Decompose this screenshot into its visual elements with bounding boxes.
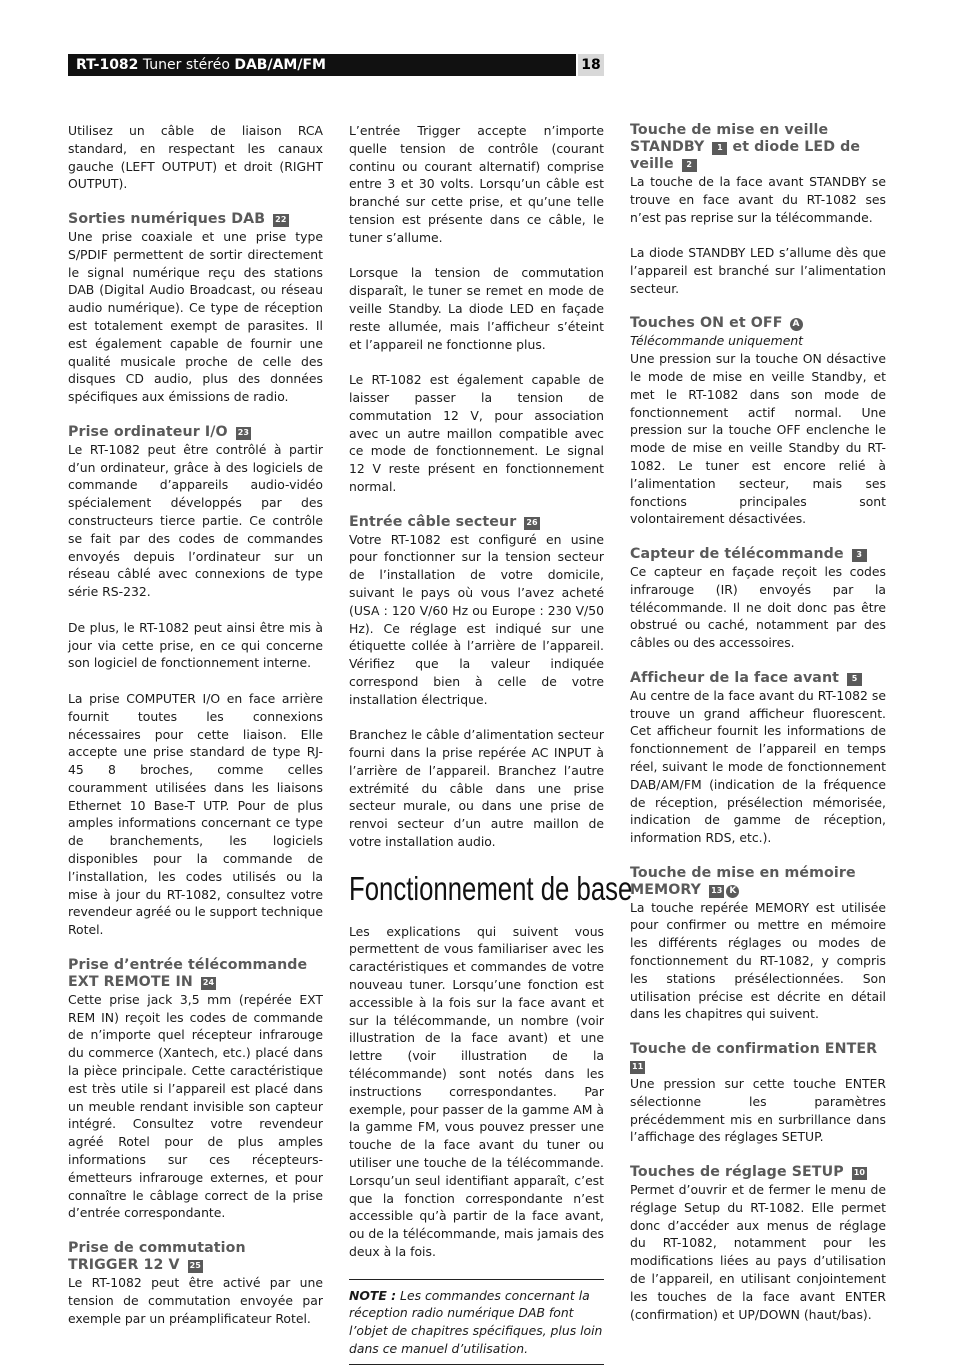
reference-badge: 2 xyxy=(682,159,697,172)
section-text: Cette prise jack 3,5 mm (repérée EXT REM IN) reçoit les codes de commande de n’importe quel récepteur infrarouge du commerce (Xantech, etc.) placé dans la pièce principale. Cette caractéristique est très utile si l’appareil est placé dans un meuble rendant invisible son capteur intégré. Consultez votre revendeur agréé Rotel pour de plus amples informations sur ces récepteurs-émetteurs infrarouge externes, et pour connaître le câblage correct de la prise d’entrée correspondante. xyxy=(68,991,323,1221)
section-text: La prise COMPUTER I/O en face arrière fournit toutes les connexions nécessaires pour cette liaison. Elle accepte une prise standard de type RJ-45 8 broches, comme celles couramment utilisées dans les liaisons Ethernet 10 Base-T UTP. Pour de plus amples informations concernant ce type de branchements, les logiciels disponibles pour la commande de l’installation, les codes utilisés ou la mise à jour du RT-1082, consultez votre revendeur agréé ou le support technique Rotel. xyxy=(68,690,323,938)
section-text: Permet d’ouvrir et de fermer le menu de réglage Setup du RT-1082. Elle permet donc d’accéder aux menus de réglage du RT-1082, notamment pour les modifications liées au pays d’utilisation de l’appareil, en utilisant conjointement les touches de la face avant ENTER (confirmation) et UP/DOWN (haut/bas). xyxy=(630,1182,886,1322)
section-text: Une pression sur cette touche ENTER sélectionne les paramètres précédemment mis en surbrillance dans l’affichage des réglages SETUP. xyxy=(630,1076,886,1145)
section-title xyxy=(630,1041,886,1075)
reference-badge: 13 xyxy=(709,885,724,898)
intro-text: Utilisez un câble de liaison RCA standard, en respectant les canaux gauche (LEFT OUTPUT) et droit (RIGHT OUTPUT). xyxy=(68,123,323,192)
header-model: RT-1082 xyxy=(76,57,139,73)
header-title-mid: Tuner stéréo xyxy=(142,57,230,73)
section-title-text: Touche de mise en mémoire xyxy=(630,864,856,881)
reference-badge: 22 xyxy=(273,214,288,227)
section-subtitle: Télécommande uniquement xyxy=(630,333,804,349)
section-title xyxy=(349,514,604,531)
section-title-text: Capteur de télécommande xyxy=(630,545,844,562)
reference-badge: 5 xyxy=(847,673,862,686)
reference-badge: 10 xyxy=(852,1167,867,1180)
note-text: Les commandes concernant la réception radio numérique DAB font l’objet de chapitres spécifiques, plus loin dans ce manuel d’utilisation. xyxy=(349,1287,603,1356)
remote-reference-circle: A xyxy=(790,318,803,331)
page-number: 18 xyxy=(578,54,604,76)
remote-reference-circle: K xyxy=(726,885,739,898)
section-title-text: Touche de mise en veille xyxy=(630,122,829,138)
section-text: Une pression sur la touche ON désactive le mode de mise en veille Standby, et met le RT-1082 dans son mode de fonctionnement actif normal. Une pression sur la touche OFF enclenche le mode de mise en veille Standby du RT-1082. Le tuner est encore relié à l’alimentation secteur, mais ses fonctions principales sont volontairement désactivées. xyxy=(630,351,886,527)
section-text: La touche de la face avant STANDBY se trouve en face avant du RT-1082 ses n’est pas reprise sur la télécommande. xyxy=(630,174,886,225)
column-3 xyxy=(630,122,886,1341)
section-title-text: MEMORY xyxy=(630,881,702,898)
section-text: La diode STANDBY LED s’allume dès que l’appareil est branché sur l’alimentation secteur. xyxy=(630,245,886,296)
section-title-text: Prise de commutation xyxy=(68,1240,246,1257)
section-title-text: Touche de confirmation ENTER xyxy=(630,1041,878,1058)
section-text: De plus, le RT-1082 peut ainsi être mis à jour via cette prise, en ce qui concerne son logiciel de fonctionnement interne. xyxy=(68,619,323,671)
section-title-text: Entrée câble secteur xyxy=(349,513,517,530)
reference-badge: 24 xyxy=(201,977,216,990)
body-text: Le RT-1082 est également capable de laisser passer la tension de commutation 12 V, pour association avec un autre maillon compatible avec ce mode de fonctionnement. Le signal 12 V reste présent en fonctionnement normal. xyxy=(349,372,604,494)
reference-badge: 25 xyxy=(188,1260,203,1273)
section-text: Le RT-1082 peut être contrôlé à partir d’un ordinateur, grâce à des logiciels de commande d’appareils audio-vidéo spécialement développés par des constructeurs tierce partie. Ce contrôle se fait par des codes de commandes envoyés depuis l’ordinateur sur un réseau câblé avec connexions de type série RS-232. xyxy=(68,441,323,600)
section-text: Branchez le câble d’alimentation secteur fourni dans la prise repérée AC INPUT à l’arrière de l’appareil. Branchez l’autre extrémité du câble dans une prise secteur murale, ou dans une prise de renvoi secteur d’un autre maillon de votre installation audio. xyxy=(349,727,604,850)
column-1 xyxy=(68,122,323,1345)
column-2 xyxy=(349,122,633,1365)
header-title-end: DAB/AM/FM xyxy=(234,57,326,73)
section-title xyxy=(630,122,886,173)
reference-badge: 26 xyxy=(524,517,539,530)
section-title xyxy=(68,1240,323,1274)
section-title-text: Sorties numériques DAB xyxy=(68,210,266,227)
section-title-text: veille xyxy=(630,156,674,172)
section-title-text: Prise ordinateur I/O xyxy=(68,423,228,440)
reference-badge: 23 xyxy=(236,427,251,440)
section-title xyxy=(630,865,886,899)
chapter-title: Fonctionnement de base xyxy=(349,869,633,907)
section-title xyxy=(68,211,323,228)
section-title-text: et diode LED de xyxy=(732,139,861,155)
body-text: Lorsque la tension de commutation disparaît, le tuner se remet en mode de veille Standby. La diode LED en façade reste allumée, mais l’afficheur s’éteint et l’appareil ne fonctionne plus. xyxy=(349,265,604,352)
reference-badge: 11 xyxy=(630,1061,645,1074)
section-title xyxy=(68,424,323,441)
section-title-text: Touches ON et OFF xyxy=(630,315,783,332)
section-text: Ce capteur en façade reçoit les codes infrarouge (IR) envoyés par la télécommande. Il ne doit donc pas être obstrué ou caché, notamment par des câbles ou des accessoires. xyxy=(630,563,886,651)
section-text: La touche repérée MEMORY est utilisée pour confirmer ou mettre en mémoire les différents réglages ou modes de fonctionnement du RT-1082, y compris les stations présélectionnées. Son utilisation précise est décrite en détail dans les chapitres qui suivent. xyxy=(630,899,886,1022)
section-text: Votre RT-1082 est configuré en usine pour fonctionner sur la tension secteur de l’installation de votre domicile, suivant le pays où vous l’avez acheté (USA : 120 V/60 Hz ou Europe : 230 V/50 Hz). Ce réglage est indiqué sur une étiquette collée à l’arrière de l’appareil. Vérifiez que la valeur indiquée correspond bien à celle de votre installation électrique. xyxy=(349,531,604,707)
note-box xyxy=(349,1279,604,1365)
section-title-text: TRIGGER 12 V xyxy=(68,1257,180,1274)
section-title xyxy=(630,1164,886,1181)
section-title-text: Touches de réglage SETUP xyxy=(630,1164,844,1181)
body-text: L’entrée Trigger accepte n’importe quelle tension de contrôle (courant continu ou courant alternatif) comprise entre 3 et 30 volts. Lorsqu’un câble est branché sur cette prise, et qu’une telle tension est présente dans ce câble, le tuner s’allume. xyxy=(349,123,604,245)
page-header xyxy=(68,54,576,76)
section-title xyxy=(630,315,886,332)
section-text: Le RT-1082 peut être activé par une tension de commutation envoyée par exemple par un préamplificateur Rotel. xyxy=(68,1275,323,1326)
section-text: Une prise coaxiale et une prise type S/PDIF permettent de sortir directement le signal numérique reçu des stations DAB (Digital Audio Broadcast, ou réseau audio numérique). Ce type de réception est totalement exempt de parasites. Il est également capable de fournir une qualité musicale proche de celle des disques CD audio, plus des données spécifiques aux émissions de radio. xyxy=(68,228,323,405)
section-text: Au centre de la face avant du RT-1082 se trouve un grand afficheur fluorescent. Cet afficheur fournit les informations de fonctionnement de l’appareil en temps réel, suivant le mode de fonctionnement DAB/AM/FM (indication de la fréquence de réception, présélection mémorisée, indication de gamme de réception, information RDS, etc.). xyxy=(630,687,886,846)
note-label: NOTE : xyxy=(349,1287,397,1303)
section-title xyxy=(630,546,886,563)
section-title-text: EXT REMOTE IN xyxy=(68,973,193,990)
section-title-text: STANDBY xyxy=(630,139,705,155)
section-title xyxy=(630,670,886,687)
reference-badge: 3 xyxy=(852,549,867,562)
section-title-text: Afficheur de la face avant xyxy=(630,669,840,686)
section-title-text: Prise d’entrée télécommande xyxy=(68,956,308,973)
body-text: Les explications qui suivent vous permettent de vous familiariser avec les caractéristiques et commandes de votre nouveau tuner. Lorsqu’une fonction est accessible à la fois sur la face avant et sur la télécommande, un nombre (voir illustration de la face avant) et une lettre (voir illustration de la télécommande) sont notés dans les instructions correspondantes. Par exemple, pour passer de la gamme AM à la gamme FM, vous pouvez presser une touche de la face avant du tuner ou utiliser une touche de la télécommande. Lorsqu’un seul identifiant apparaît, c’est que la fonction correspondante n’est accessible qu’à partir de la face avant, ou de la télécommande, mais jamais des deux à la fois. xyxy=(349,923,604,1260)
section-title xyxy=(68,957,323,991)
reference-badge: 1 xyxy=(712,142,727,155)
